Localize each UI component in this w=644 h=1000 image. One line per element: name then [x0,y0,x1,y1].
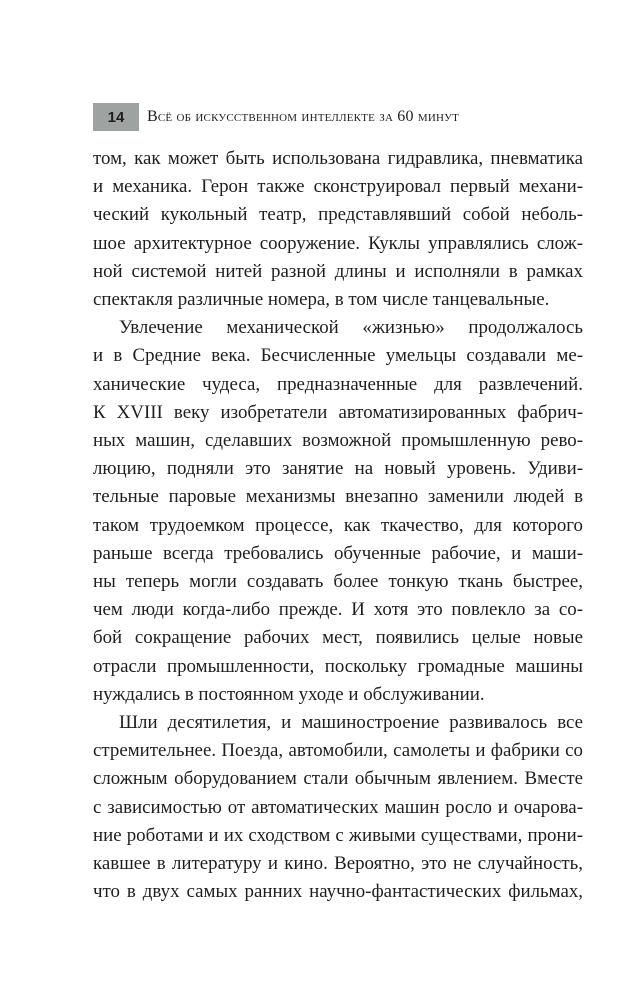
text-line: что в двух самых ранних научно-фантастических фильмах, [93,881,583,903]
text-line: ных машин, сделавших возможной промышленную рево- [93,430,583,452]
text-line: Шли десятилетия, и машиностроение развивалось все [119,712,583,734]
text-line: сложным оборудованием стали обычным явлением. Вместе [93,768,583,790]
text-line: и в Средние века. Бесчисленные умельцы создавали ме- [93,345,583,367]
text-line: бой сокращение рабочих мест, появились целые новые [93,627,583,649]
text-line: ной системой нитей разной длины и исполняли в рамках [93,260,583,282]
text-line: том, как может быть использована гидравлика, пневматика [93,148,583,169]
text-line: К XVIII веку изобретатели автоматизированных фабрич- [93,401,583,423]
text-line: ны теперь могли создавать более тонкую ткань быстрее, [93,571,583,593]
text-line: ние роботами и их сходством с живыми существами, прони- [93,824,583,846]
text-line: люцию, подняли это занятие на новый уровень. Удиви- [93,458,583,480]
page-number-box [93,103,139,131]
text-line: чем люди когда-либо прежде. И хотя это повлекло за со- [93,599,583,621]
text-line: с зависимостью от автоматических машин росло и очарова- [93,796,583,818]
paragraph-1 [93,145,583,314]
text-line: шое архитектурное сооружение. Куклы управлялись слож- [93,232,583,254]
text-line: стремительнее. Поезда, автомобили, самолеты и фабрики со [93,740,583,762]
book-title: Всё об искусственном интеллекте за 60 минут [147,108,460,125]
text-line: раньше всегда требовались обученные рабочие, и маши- [93,542,583,564]
text-line: тельные паровые механизмы внезапно заменили людей в [93,486,583,508]
text-line: ханические чудеса, предназначенные для развлечений. [93,373,583,395]
page-number: 14 [107,108,125,126]
text-line: отрасли промышленности, поскольку громадные машины [93,655,583,677]
text-line: Увлечение механической «жизнью» продолжалось [119,317,583,339]
paragraph-2 [93,314,583,709]
text-line: ческий кукольный театр, представлявший собой неболь- [93,204,583,226]
text-line: нуждались в постоянном уходе и обслуживании. [93,683,485,705]
text-line: спектакля различные номера, в том числе танцевальные. [93,289,550,311]
text-line: и механика. Герон также сконструировал первый механи- [93,176,583,198]
text-line: кавшее в литературу и кино. Вероятно, это не случайность, [93,853,583,875]
body-text [93,145,583,906]
text-line: таком трудоемком процессе, как ткачество, для которого [93,514,583,536]
paragraph-3 [93,709,583,906]
running-header [93,103,593,131]
